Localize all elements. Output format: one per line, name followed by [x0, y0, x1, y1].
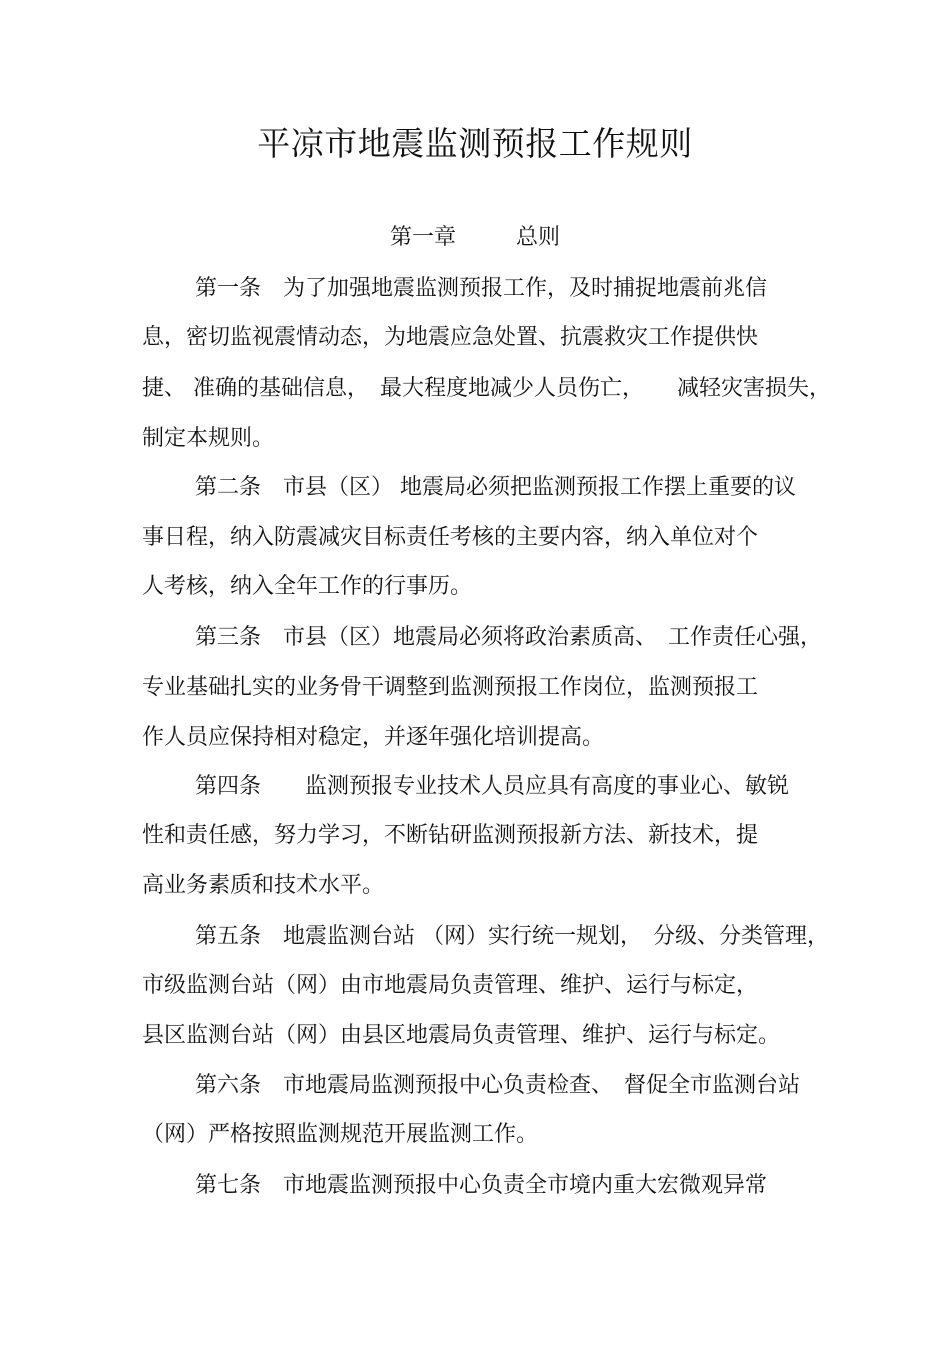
article-3-line-2: 专业基础扎实的业务骨干调整到监测预报工作岗位，监测预报工	[142, 675, 759, 700]
article-1-line-2: 息，密切监视震情动态，为地震应急处置、抗震救灾工作提供快	[142, 325, 759, 350]
article-4-line-1: 第四条 监测预报专业技术人员应具有高度的事业心、敏锐	[195, 774, 790, 799]
article-5-line-1: 第五条 地震监测台站 （网）实行统一规划， 分级、分类管理，	[195, 924, 829, 949]
article-6-line-1: 第六条 市地震局监测预报中心负责检查、 督促全市监测台站	[195, 1073, 801, 1098]
document-title: 平凉市地震监测预报工作规则	[257, 124, 693, 163]
article-2-line-2: 事日程，纳入防震减灾目标责任考核的主要内容，纳入单位对个	[142, 525, 759, 550]
article-3-line-1: 第三条 市县（区）地震局必须将政治素质高、 工作责任心强，	[195, 625, 823, 650]
article-5-line-2: 市级监测台站（网）由市地震局负责管理、维护、运行与标定，	[142, 973, 759, 998]
article-4-line-3: 高业务素质和技术水平。	[142, 873, 385, 898]
article-1-line-4: 制定本规则。	[142, 426, 275, 451]
article-2-line-1: 第二条 市县（区） 地震局必须把监测预报工作摆上重要的议	[195, 475, 796, 500]
chapter-number: 第一章	[389, 225, 456, 250]
chapter-heading	[0, 221, 950, 255]
chapter-name: 总则	[516, 225, 561, 250]
article-5-line-3: 县区监测台站（网）由县区地震局负责管理、维护、运行与标定。	[142, 1023, 781, 1048]
article-7-line-1: 第七条 市地震监测预报中心负责全市境内重大宏微观异常	[195, 1173, 768, 1198]
article-1-line-1: 第一条 为了加强地震监测预报工作，及时捕捉地震前兆信	[195, 276, 768, 301]
article-6-line-2: （网）严格按照监测规范开展监测工作。	[142, 1122, 539, 1147]
article-1-line-3: 捷、 准确的基础信息， 最大程度地减少人员伤亡， 减轻灾害损失，	[142, 376, 831, 401]
article-2-line-3: 人考核，纳入全年工作的行事历。	[142, 574, 473, 599]
article-3-line-3: 作人员应保持相对稳定，并逐年强化培训提高。	[142, 725, 605, 750]
article-4-line-2: 性和责任感，努力学习，不断钻研监测预报新方法、新技术，提	[142, 823, 759, 848]
